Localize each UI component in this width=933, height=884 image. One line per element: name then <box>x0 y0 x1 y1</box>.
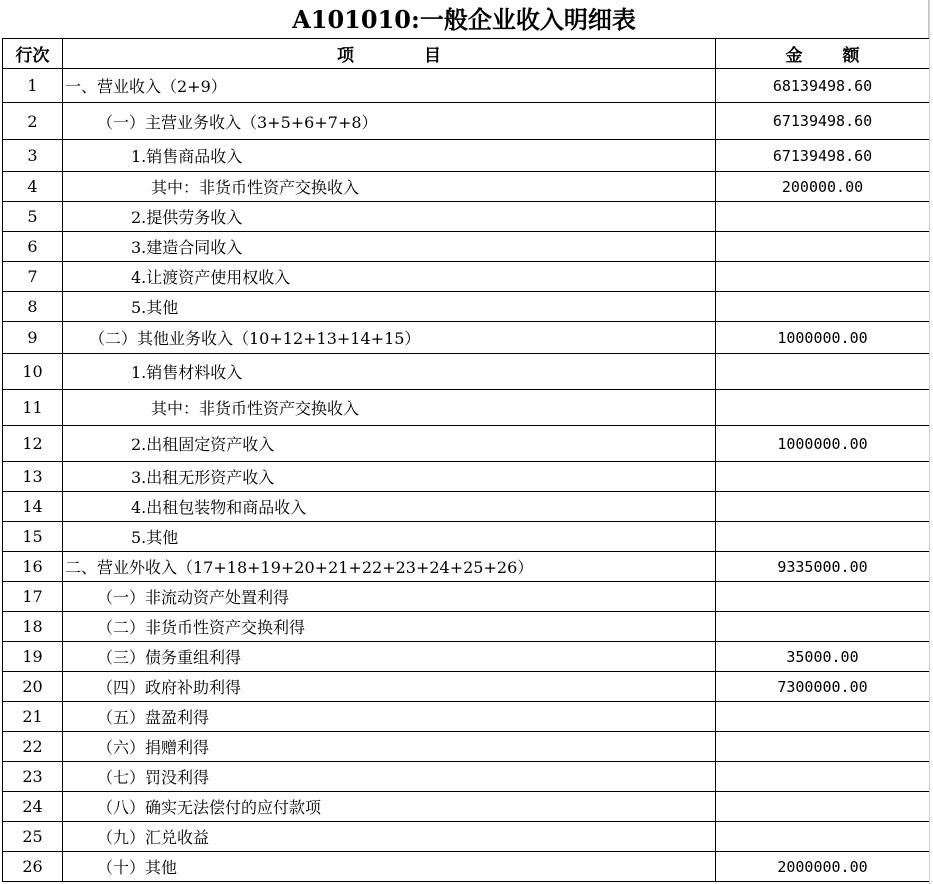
table-row <box>3 292 930 322</box>
row-number[interactable]: 11 <box>3 390 63 426</box>
table-row <box>3 202 930 232</box>
table-row <box>3 672 930 702</box>
row-number[interactable]: 5 <box>3 202 63 232</box>
row-item[interactable]: 3.出租无形资产收入 <box>63 462 716 492</box>
table-row <box>3 582 930 612</box>
row-amount[interactable]: 67139498.60 <box>716 140 930 172</box>
table-row <box>3 322 930 354</box>
row-item[interactable]: 2.提供劳务收入 <box>63 202 716 232</box>
row-number[interactable]: 16 <box>3 552 63 582</box>
row-number[interactable]: 8 <box>3 292 63 322</box>
row-item[interactable]: 3.建造合同收入 <box>63 232 716 262</box>
row-amount[interactable] <box>716 492 930 522</box>
table-row <box>3 232 930 262</box>
sheet-title: A101010:一般企业收入明细表 <box>0 0 929 38</box>
table-row <box>3 552 930 582</box>
row-amount[interactable] <box>716 390 930 426</box>
row-item[interactable]: 其中：非货币性资产交换收入 <box>63 390 716 426</box>
row-number[interactable]: 1 <box>3 69 63 103</box>
row-item[interactable]: 5.其他 <box>63 292 716 322</box>
row-number[interactable]: 25 <box>3 822 63 852</box>
table-row <box>3 103 930 140</box>
table-row <box>3 354 930 390</box>
row-item[interactable]: （一）主营业务收入（3+5+6+7+8） <box>63 103 716 140</box>
row-number[interactable]: 17 <box>3 582 63 612</box>
row-number[interactable]: 18 <box>3 612 63 642</box>
row-amount[interactable] <box>716 612 930 642</box>
row-number[interactable]: 22 <box>3 732 63 762</box>
row-item[interactable]: （九）汇兑收益 <box>63 822 716 852</box>
row-number[interactable]: 3 <box>3 140 63 172</box>
table-row <box>3 762 930 792</box>
row-item[interactable]: （四）政府补助利得 <box>63 672 716 702</box>
row-amount[interactable]: 9335000.00 <box>716 552 930 582</box>
row-item[interactable]: 1.销售商品收入 <box>63 140 716 172</box>
row-item[interactable]: （二）非货币性资产交换利得 <box>63 612 716 642</box>
row-number[interactable]: 20 <box>3 672 63 702</box>
row-amount[interactable] <box>716 232 930 262</box>
row-item[interactable]: （十）其他 <box>63 852 716 882</box>
table-row <box>3 792 930 822</box>
row-amount[interactable] <box>716 792 930 822</box>
row-item[interactable]: 二、营业外收入（17+18+19+20+21+22+23+24+25+26） <box>63 552 716 582</box>
row-amount[interactable] <box>716 202 930 232</box>
header-amount-char-b: 额 <box>842 46 860 66</box>
row-item[interactable]: 4.出租包装物和商品收入 <box>63 492 716 522</box>
row-number[interactable]: 15 <box>3 522 63 552</box>
table-row <box>3 612 930 642</box>
row-number[interactable]: 7 <box>3 262 63 292</box>
table-row <box>3 462 930 492</box>
row-item[interactable]: （八）确实无法偿付的应付款项 <box>63 792 716 822</box>
table-row <box>3 732 930 762</box>
header-amount[interactable] <box>716 39 930 69</box>
row-amount[interactable]: 1000000.00 <box>716 322 930 354</box>
row-item[interactable]: （一）非流动资产处置利得 <box>63 582 716 612</box>
table-row <box>3 492 930 522</box>
row-number[interactable]: 13 <box>3 462 63 492</box>
row-amount[interactable] <box>716 822 930 852</box>
row-number[interactable]: 9 <box>3 322 63 354</box>
table-row <box>3 140 930 172</box>
table-row <box>3 69 930 103</box>
row-amount[interactable] <box>716 354 930 390</box>
row-number[interactable]: 6 <box>3 232 63 262</box>
row-amount[interactable]: 35000.00 <box>716 642 930 672</box>
row-item[interactable]: 5.其他 <box>63 522 716 552</box>
header-row <box>3 39 930 69</box>
row-amount[interactable]: 200000.00 <box>716 172 930 202</box>
row-amount[interactable]: 1000000.00 <box>716 426 930 462</box>
header-row-no[interactable]: 行次 <box>3 39 63 69</box>
row-amount[interactable] <box>716 732 930 762</box>
table-row <box>3 172 930 202</box>
row-item[interactable]: 一、营业收入（2+9） <box>63 69 716 103</box>
row-item[interactable]: （六）捐赠利得 <box>63 732 716 762</box>
table-row <box>3 822 930 852</box>
table-row <box>3 426 930 462</box>
table-row <box>3 262 930 292</box>
row-amount[interactable]: 68139498.60 <box>716 69 930 103</box>
row-amount[interactable] <box>716 262 930 292</box>
row-amount[interactable]: 67139498.60 <box>716 103 930 140</box>
row-amount[interactable] <box>716 462 930 492</box>
header-item-char-b: 目 <box>424 46 441 66</box>
row-amount[interactable] <box>716 292 930 322</box>
table-row <box>3 522 930 552</box>
sheet-gridline-right <box>929 0 930 884</box>
table-row <box>3 390 930 426</box>
header-amount-char-a: 金 <box>785 46 803 66</box>
row-item[interactable]: （二）其他业务收入（10+12+13+14+15） <box>63 322 716 354</box>
row-number[interactable]: 14 <box>3 492 63 522</box>
row-number[interactable]: 24 <box>3 792 63 822</box>
row-number[interactable]: 26 <box>3 852 63 882</box>
row-item[interactable]: （五）盘盈利得 <box>63 702 716 732</box>
row-amount[interactable] <box>716 762 930 792</box>
table-row <box>3 852 930 882</box>
header-item[interactable] <box>63 39 716 69</box>
row-item[interactable]: 1.销售材料收入 <box>63 354 716 390</box>
row-number[interactable]: 10 <box>3 354 63 390</box>
row-number[interactable]: 19 <box>3 642 63 672</box>
row-item[interactable]: 其中：非货币性资产交换收入 <box>63 172 716 202</box>
row-number[interactable]: 4 <box>3 172 63 202</box>
row-amount[interactable]: 2000000.00 <box>716 852 930 882</box>
table-row <box>3 642 930 672</box>
row-amount[interactable]: 7300000.00 <box>716 672 930 702</box>
row-item[interactable]: 4.让渡资产使用权收入 <box>63 262 716 292</box>
row-number[interactable]: 21 <box>3 702 63 732</box>
table-row <box>3 702 930 732</box>
row-item[interactable]: （七）罚没利得 <box>63 762 716 792</box>
row-number[interactable]: 23 <box>3 762 63 792</box>
row-amount[interactable] <box>716 582 930 612</box>
row-number[interactable]: 12 <box>3 426 63 462</box>
income-detail-table <box>2 38 930 882</box>
row-item[interactable]: （三）债务重组利得 <box>63 642 716 672</box>
header-item-char-a: 项 <box>337 46 354 66</box>
row-number[interactable]: 2 <box>3 103 63 140</box>
row-item[interactable]: 2.出租固定资产收入 <box>63 426 716 462</box>
row-amount[interactable] <box>716 702 930 732</box>
row-amount[interactable] <box>716 522 930 552</box>
